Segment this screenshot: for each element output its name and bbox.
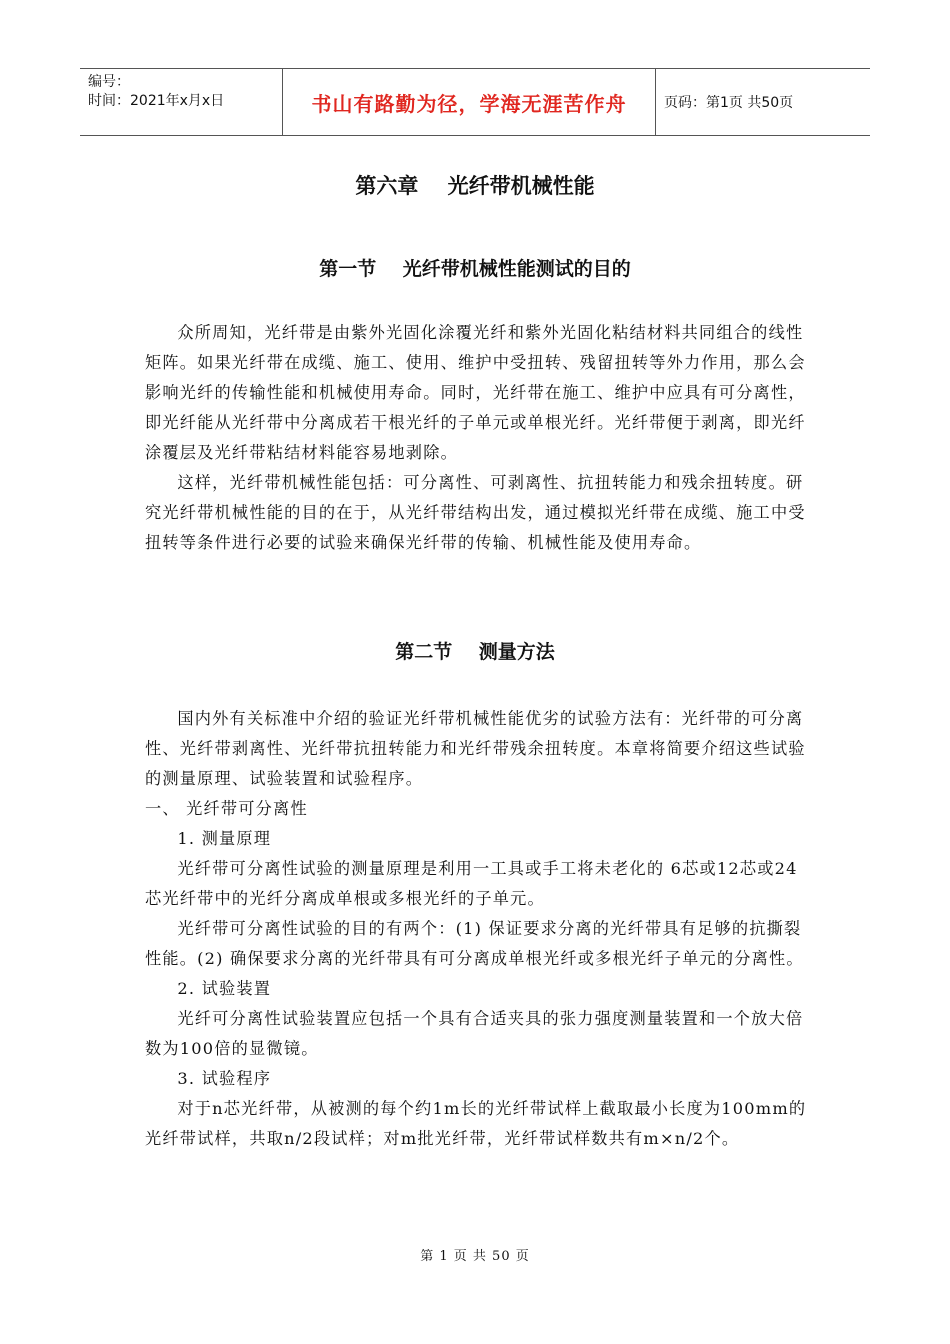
section1-paragraph-1: 众所周知，光纤带是由紫外光固化涂覆光纤和紫外光固化粘结材料共同组合的线性矩阵。如果光纤带在成缆、施工、使用、维护中受扭转、残留扭转等外力作用，那么会影响光纤的传输性能和机械使用寿命。同时，光纤带在施工、维护中应具有可分离性，即光纤能从光纤带中分离成若干根光纤的子单元或单根光纤。光纤带便于剥离，即光纤涂覆层及光纤带粘结材料能容易地剥除。: [145, 323, 806, 462]
section1-title: 第一节 光纤带机械性能测试的目的: [319, 258, 631, 280]
section1-paragraph-2: 这样，光纤带机械性能包括：可分离性、可剥离性、抗扭转能力和残余扭转度。研究光纤带机械性能的目的在于，从光纤带结构出发，通过模拟光纤带在成缆、施工中受扭转等条件进行必要的试验来确保光纤带的传输、机械性能及使用寿命。: [145, 473, 806, 552]
document-date-label: 时间：2021年x月x日: [88, 93, 225, 109]
section2-subheading-2: 2. 试验装置: [177, 979, 272, 998]
section2-paragraph-2: 光纤带可分离性试验的测量原理是利用一工具或手工将未老化的 6芯或12芯或24芯光纤带中的光纤分离成单根或多根光纤的子单元。: [145, 859, 798, 908]
section2-paragraph-3: 光纤带可分离性试验的目的有两个：(1) 保证要求分离的光纤带具有足够的抗撕裂性能。(2) 确保要求分离的光纤带具有可分离成单根光纤或多根光纤子单元的分离性。: [145, 919, 804, 968]
chapter-title: 第六章 光纤带机械性能: [355, 174, 595, 198]
section2-subheading-1: 1. 测量原理: [177, 829, 272, 848]
section2-paragraph-1: 国内外有关标准中介绍的验证光纤带机械性能优劣的试验方法有：光纤带的可分离性、光纤带剥离性、光纤带抗扭转能力和光纤带残余扭转度。本章将简要介绍这些试验的测量原理、试验装置和试验程序。: [145, 709, 806, 788]
header-meta: [80, 69, 282, 135]
page-footer: 第 1 页 共 50 页: [420, 1249, 530, 1264]
section2-paragraph-4: 光纤可分离性试验装置应包括一个具有合适夹具的张力强度测量装置和一个放大倍数为100倍的显微镜。: [145, 1009, 804, 1058]
header-motto: 书山有路勤为径，学海无涯苦作舟: [282, 69, 656, 135]
section1-body: [145, 318, 810, 558]
header-page-info: 页码：第1页 共50页: [664, 95, 794, 111]
section2-body: [145, 704, 810, 1154]
section2-subheading-3: 3. 试验程序: [177, 1069, 272, 1088]
page-header: [80, 68, 870, 136]
section2-item-1: 一、 光纤带可分离性: [145, 799, 308, 818]
document-number-label: 编号：: [88, 74, 130, 90]
section2-paragraph-5: 对于n芯光纤带，从被测的每个约1m长的光纤带试样上截取最小长度为100mm的光纤带试样，共取n/2段试样；对m批光纤带，光纤带试样数共有m×n/2个。: [145, 1099, 807, 1148]
section2-title: 第二节 测量方法: [395, 641, 555, 663]
